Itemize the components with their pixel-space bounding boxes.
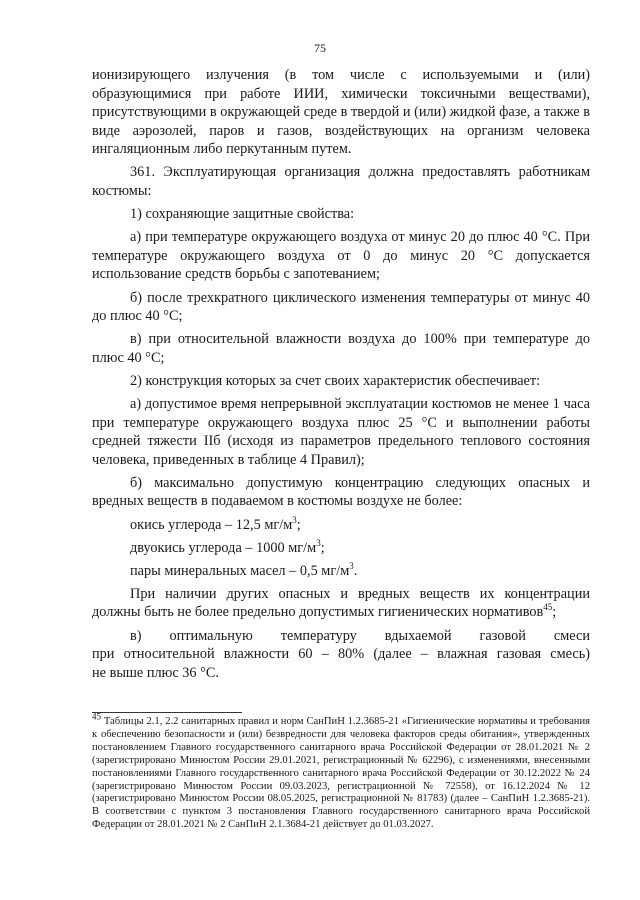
item-b-cyclic-change: б) после трехкратного циклического изменения температуры от минус 40 до плюс 40 °С; [92, 289, 590, 325]
item-v-gas-temperature-line2: при относительной влажности 60 – 80% (далее – влажная газовая смесь) [92, 646, 590, 663]
paragraph-other-substances: При наличии других опасных и вредных веществ их концентрации должны быть не более предельно допустимых гигиенических нормативов$^{45}$; [92, 585, 590, 621]
footnote-45: $^{45}$ Таблицы 2.1, 2.2 санитарных правил и норм СанПиН 1.2.3685-21 «Гигиенические нормативы и требования к обеспечению безопасности и (или) безвредности для человека факторов среды обитания», утвержденных постановлением Главного государственного санитарного врача Российской Федерации от 28.01.2021 № 2 (зарегистрировано Минюстом России 29.01.2021, регистрационный № 62296), с изменениями, внесенными постановлениями Главного государственного санитарного врача Российской Федерации от 30.12.2022 № 24 (зарегистрировано Минюстом России 09.03.2023, регистрационной № 72558), от 16.12.2024 № 12 (зарегистрировано Минюстом России 08.05.2025, регистрационной № 81783) (далее – СанПиН 1.2.3685-21). В соответствии с пунктом 3 постановления Главного государственного санитарного врача Российской Федерации от 28.01.2021 № 2 СанПиН 2.1.3684-21 действует до 01.03.2027. [92, 711, 590, 831]
item-v-gas-temperature-line3: не выше плюс 36 °С. [92, 664, 219, 681]
item-v-gas-temperature-line1: в) оптимальную температуру вдыхаемой газовой смеси [130, 627, 590, 644]
paragraph-361: 361. Эксплуатирующая организация должна предоставлять работникам костюмы: [92, 164, 590, 200]
concentration-co: окись углерода – 12,5 $мг/м^3$; [130, 514, 301, 533]
paragraph-design: 2) конструкция которых за счет своих характеристик обеспечивает: [130, 372, 541, 389]
footnote-reference: 45 [543, 602, 553, 613]
footnote-separator [92, 712, 242, 713]
page-number: 75 [314, 41, 326, 55]
concentration-oil-vapor: пары минеральных масел – 0,5 $мг/м^3$. [130, 560, 358, 579]
item-v-humidity: в) при относительной влажности воздуха до 100% при температуре до плюс 40 °С; [92, 331, 590, 366]
item-b-max-concentration: б) максимально допустимую концентрацию следующих опасных и вредных веществ в подаваемом в костюмы воздухе не более: [92, 474, 590, 510]
item-a-operation-time: а) допустимое время непрерывной эксплуатации костюмов не менее 1 часа при температуре окружающего воздуха плюс 25 °С и выполнении работы средней тяжести IIб (исходя из параметров предельного теплового состояния человека, приведенных в таблице 4 Правил); [92, 396, 590, 468]
paragraph-continuation: ионизирующего излучения (в том числе с используемыми и (или) образующимися при работе ИИИ, химически токсичными веществами), присутствующими в окружающей среде в твердой и (или) жидкой фазе, а также в виде аэрозолей, паров и газов, воздействующих на организм человека ингаляционным либо перкутанным путем. [92, 67, 590, 158]
paragraph-protective-properties: 1) сохраняющие защитные свойства: [130, 206, 355, 223]
item-a-temperature: а) при температуре окружающего воздуха от минус 20 до плюс 40 °С. При температуре окружающего воздуха от 0 до минус 20 °С допускается использование средств борьбы с запотеванием; [92, 229, 590, 283]
footnote-number: 45 [92, 711, 101, 722]
document-body [92, 66, 590, 682]
concentration-co2: двуокись углерода – 1000 $мг/м^3$; [130, 537, 325, 556]
